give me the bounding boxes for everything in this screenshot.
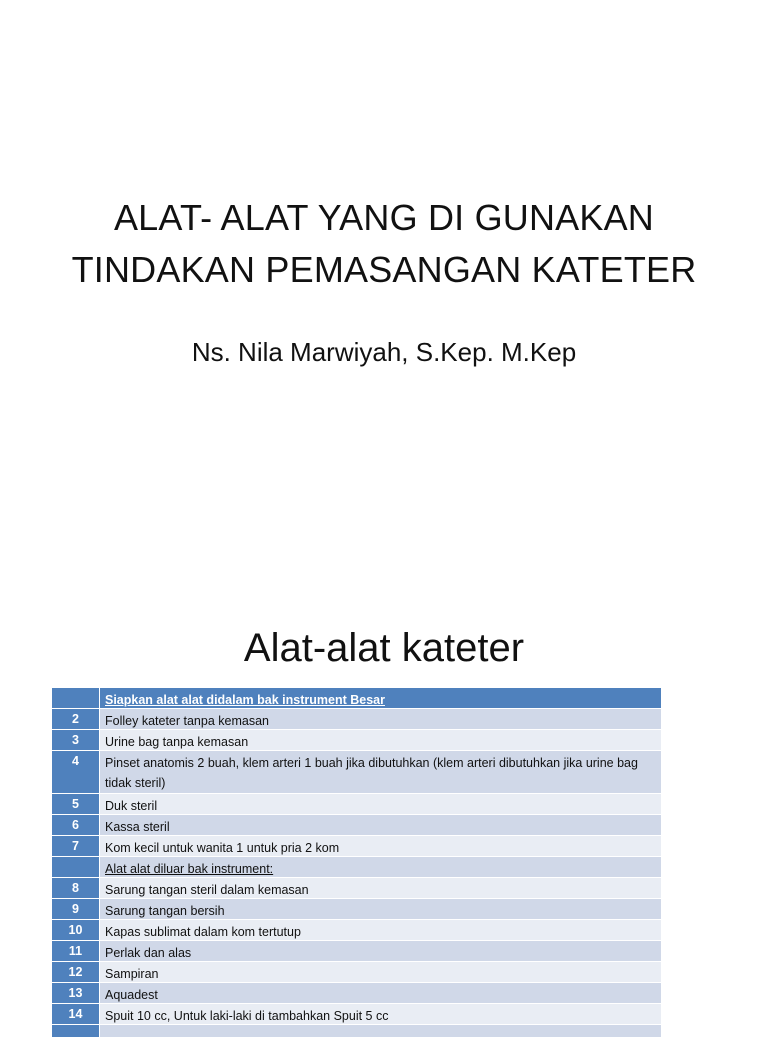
row-number: 2 [52, 709, 100, 729]
row-text: Kapas sublimat dalam kom tertutup [100, 920, 661, 940]
row-number: 10 [52, 920, 100, 940]
slide-subtitle: Ns. Nila Marwiyah, S.Kep. M.Kep [191, 337, 577, 367]
row-number-partial [52, 1025, 100, 1037]
table-row [52, 836, 661, 857]
row-number: 9 [52, 899, 100, 919]
row-text: Aquadest [100, 983, 661, 1003]
row-text: Spuit 10 cc, Untuk laki-laki di tambahkan Spuit 5 cc [100, 1004, 661, 1024]
row-text: Folley kateter tanpa kemasan [100, 709, 661, 729]
row-text: Sarung tangan bersih [100, 899, 661, 919]
table-row [52, 794, 661, 815]
row-number: 12 [52, 962, 100, 982]
row-number: 13 [52, 983, 100, 1003]
row-number: 7 [52, 836, 100, 856]
row-text: Kom kecil untuk wanita 1 untuk pria 2 kom [100, 836, 661, 856]
table-row [52, 962, 661, 983]
row-text: Sampiran [100, 962, 661, 982]
row-number: 8 [52, 878, 100, 898]
table-row [52, 899, 661, 920]
equipment-table [52, 688, 661, 1038]
table-row [52, 920, 661, 941]
row-text: Kassa steril [100, 815, 661, 835]
row-number [52, 857, 100, 877]
table-row [52, 730, 661, 751]
table-section-row [52, 857, 661, 878]
table-header-num [52, 688, 100, 708]
row-text: Perlak dan alas [100, 941, 661, 961]
row-text: Alat alat diluar bak instrument: [100, 857, 661, 877]
row-number: 5 [52, 794, 100, 814]
table-row [52, 983, 661, 1004]
row-number: 11 [52, 941, 100, 961]
table-row [52, 709, 661, 730]
table-row [52, 941, 661, 962]
row-text: Pinset anatomis 2 buah, klem arteri 1 buah jika dibutuhkan (klem arteri dibutuhkan jika urine bag tidak steril) [100, 751, 661, 793]
table-row [52, 751, 661, 794]
row-text-partial [100, 1025, 661, 1037]
slide-title [0, 192, 768, 296]
table-row-partial [52, 1025, 661, 1038]
row-number: 14 [52, 1004, 100, 1024]
table-header-row [52, 688, 661, 709]
row-text: Urine bag tanpa kemasan [100, 730, 661, 750]
slide-title-line-1: ALAT- ALAT YANG DI GUNAKAN [113, 197, 655, 238]
table-row [52, 815, 661, 836]
slide-2-title: Alat-alat kateter [243, 626, 525, 670]
table-header-text: Siapkan alat alat didalam bak instrument Besar [100, 688, 661, 708]
row-text: Sarung tangan steril dalam kemasan [100, 878, 661, 898]
table-row [52, 1004, 661, 1025]
row-number: 3 [52, 730, 100, 750]
row-number: 4 [52, 751, 100, 793]
row-number: 6 [52, 815, 100, 835]
row-text: Duk steril [100, 794, 661, 814]
slide-title-line-2: TINDAKAN PEMASANGAN KATETER [71, 249, 697, 290]
table-row [52, 878, 661, 899]
